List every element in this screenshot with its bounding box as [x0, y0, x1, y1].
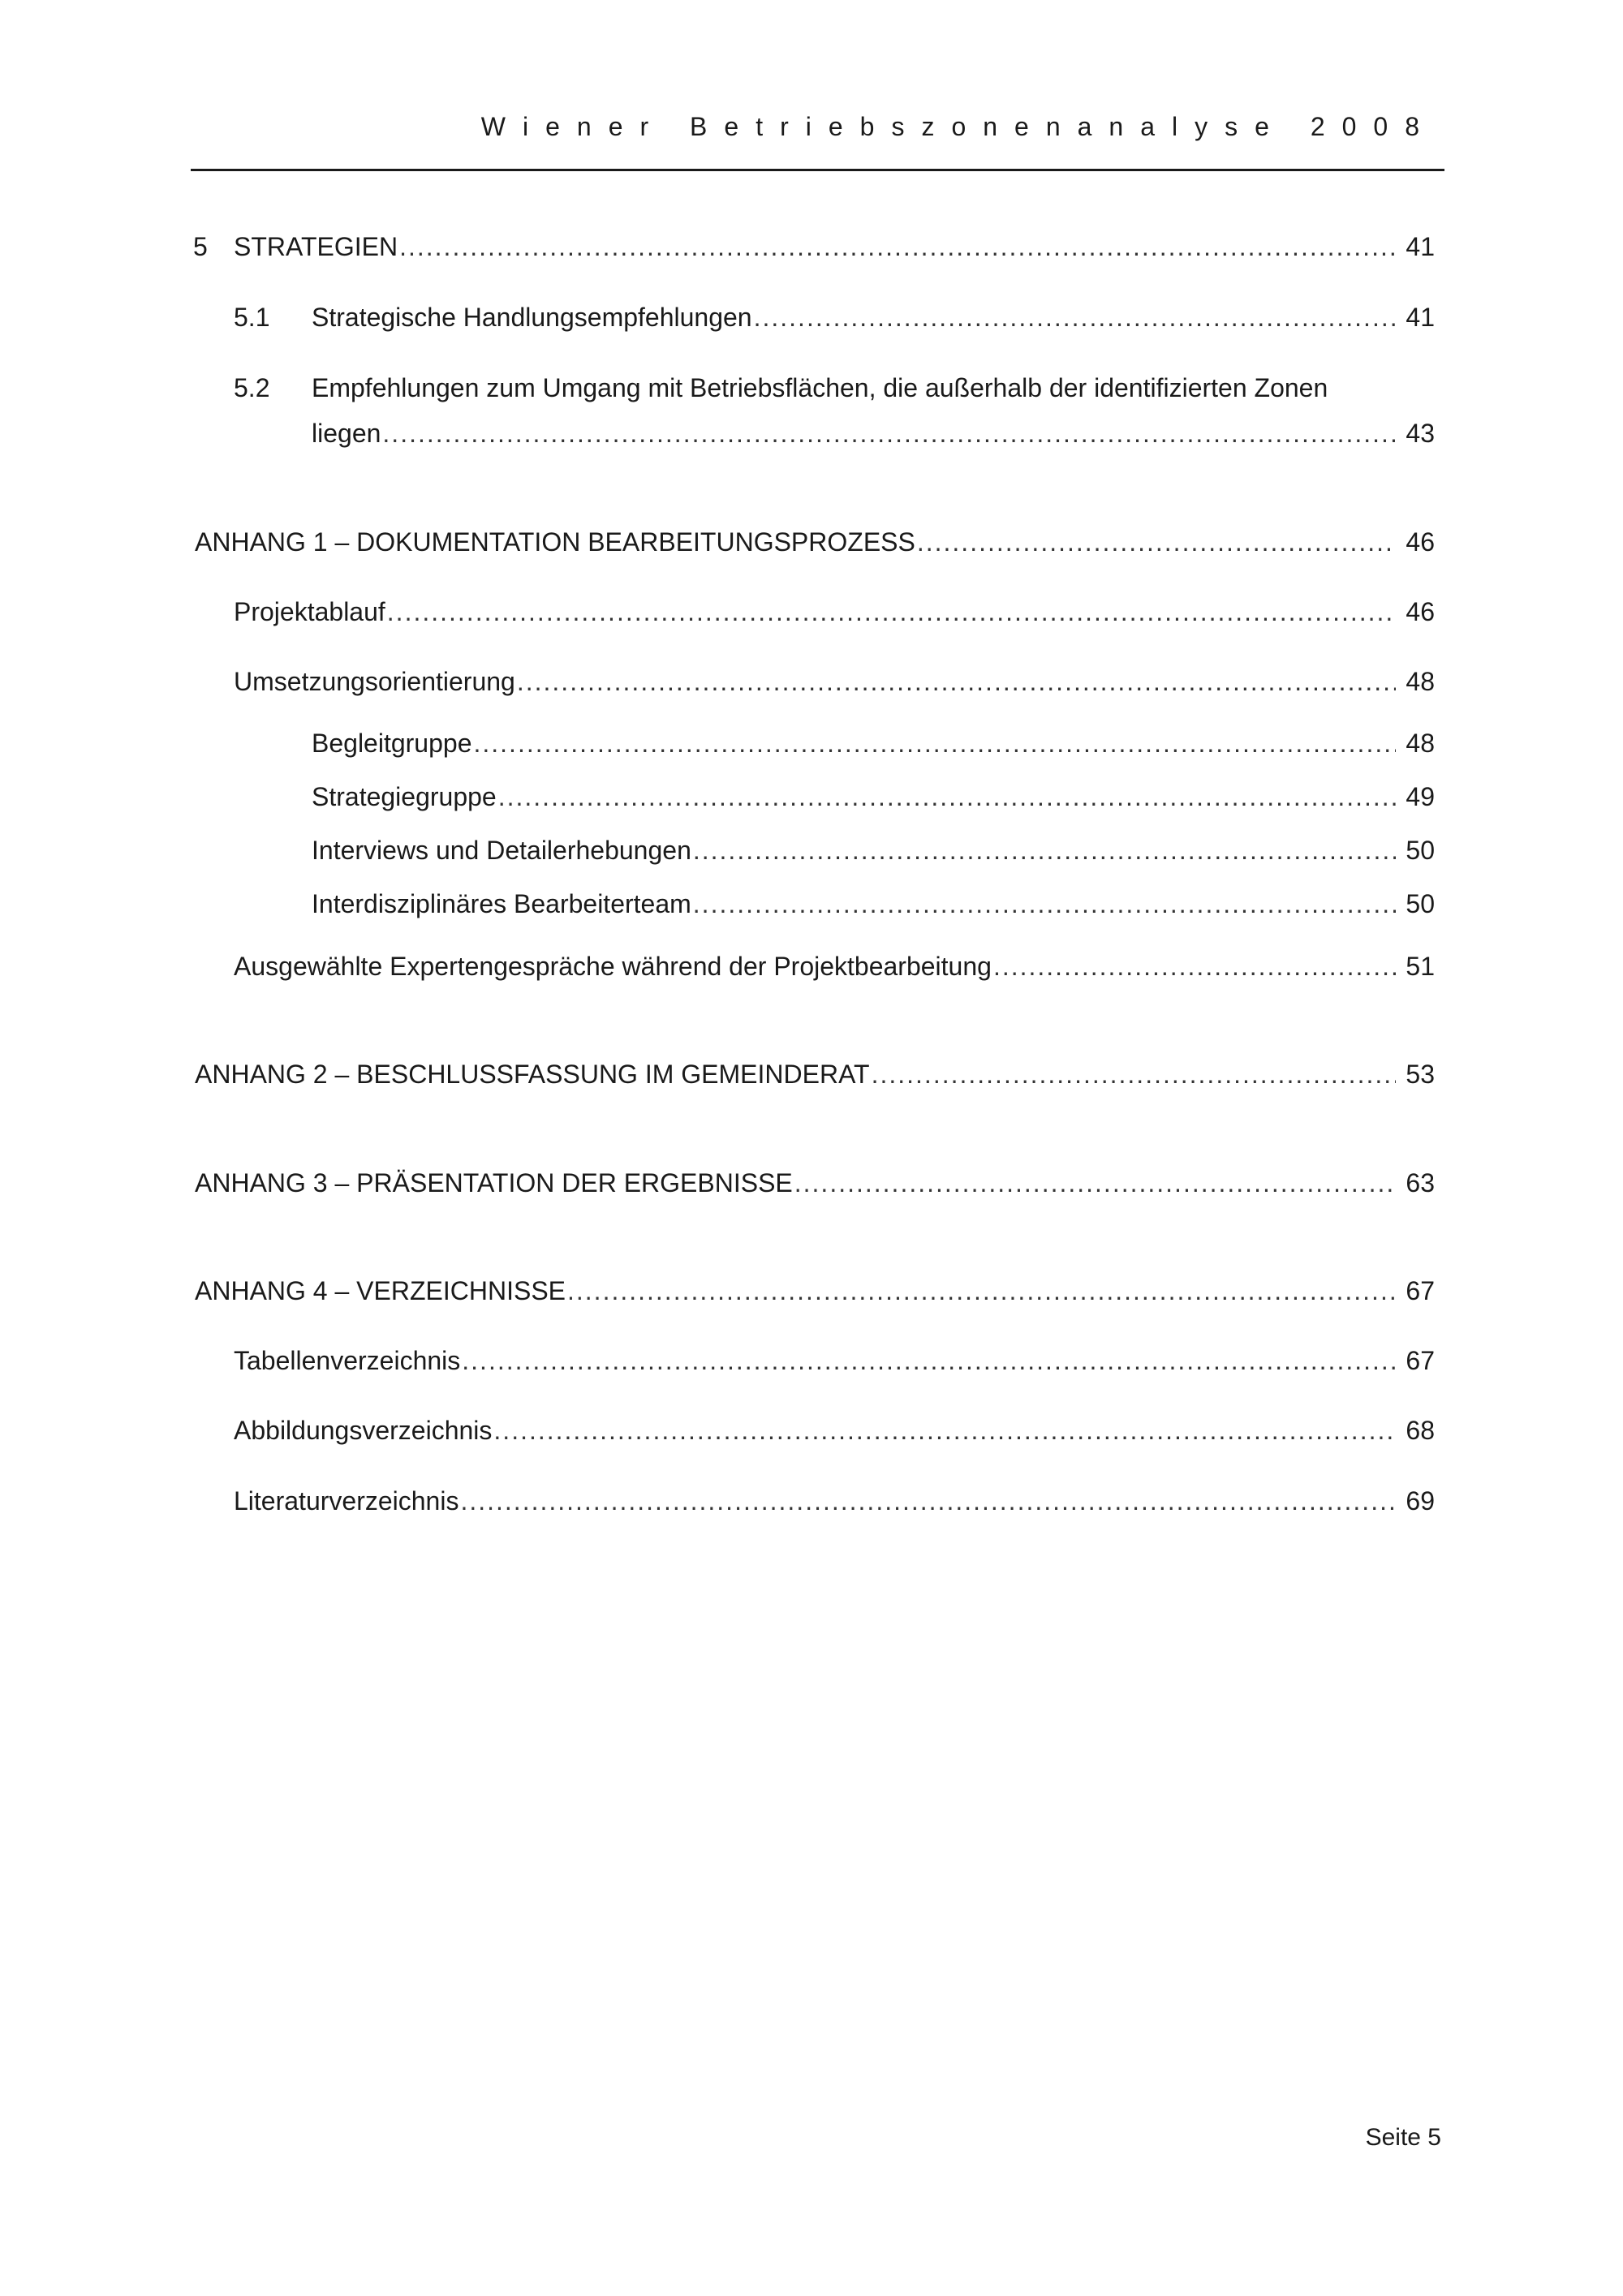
toc-leader-dots [794, 1167, 1396, 1199]
page-number-footer: Seite 5 [1365, 2124, 1441, 2151]
toc-leader-dots [387, 595, 1396, 628]
toc-leader-dots [754, 301, 1396, 333]
toc-entry-label: STRATEGIEN [234, 232, 398, 261]
toc-entry-page: 48 [1406, 667, 1435, 696]
toc-entry-page: 50 [1406, 889, 1435, 918]
toc-leader-dots [473, 727, 1396, 759]
toc-entry-page: 67 [1406, 1346, 1435, 1375]
toc-leader-dots [517, 665, 1396, 698]
toc-entry-page: 46 [1406, 527, 1435, 557]
toc-entry-page: 49 [1406, 782, 1435, 811]
toc-leader-dots [917, 526, 1396, 558]
toc-entry-page: 63 [1406, 1168, 1435, 1197]
toc-entry-label: Literaturverzeichnis [234, 1486, 459, 1516]
toc-entry-page: 50 [1406, 836, 1435, 865]
toc-entry-label: ANHANG 4 – VERZEICHNISSE [195, 1276, 566, 1305]
toc-entry-label: Interviews und Detailerhebungen [312, 836, 691, 865]
toc-entry-page: 51 [1406, 952, 1435, 981]
toc-entry-page: 69 [1406, 1486, 1435, 1516]
toc-leader-dots [693, 888, 1396, 920]
toc-leader-dots [693, 834, 1396, 866]
toc-entry-label: liegen [312, 419, 381, 448]
toc-entry-page: 43 [1406, 419, 1435, 448]
toc-entry-label: Ausgewählte Expertengespräche während der Projektbearbeitung [234, 952, 992, 981]
toc-leader-dots [567, 1275, 1396, 1307]
toc-entry-number: 5.1 [234, 303, 270, 332]
toc-leader-dots [462, 1344, 1396, 1377]
toc-entry-label: Strategiegruppe [312, 782, 497, 811]
toc-entry-number: 5.2 [234, 373, 270, 402]
toc-leader-dots [493, 1414, 1396, 1447]
toc-entry-page: 46 [1406, 597, 1435, 626]
toc-entry-page: 48 [1406, 729, 1435, 758]
toc-entry-page: 41 [1406, 303, 1435, 332]
toc-entry-label: Begleitgruppe [312, 729, 472, 758]
toc-leader-dots [872, 1058, 1396, 1090]
toc-entry-page: 68 [1406, 1416, 1435, 1445]
toc-entry-page: 53 [1406, 1060, 1435, 1089]
toc-entry-label: Abbildungsverzeichnis [234, 1416, 493, 1445]
toc-leader-dots [460, 1485, 1396, 1517]
toc-leader-dots [498, 780, 1396, 813]
toc-entry-label: Umsetzungsorientierung [234, 667, 515, 696]
toc-entry-label: ANHANG 2 – BESCHLUSSFASSUNG IM GEMEINDERAT [195, 1060, 870, 1089]
toc-entry-number: 5 [193, 232, 208, 261]
toc-entry-label: Projektablauf [234, 597, 385, 626]
toc-leader-dots [399, 230, 1396, 263]
toc-entry-label: ANHANG 3 – PRÄSENTATION DER ERGEBNISSE [195, 1168, 793, 1197]
toc-entry-page: 67 [1406, 1276, 1435, 1305]
toc-leader-dots [382, 417, 1396, 449]
toc-entry-label: Strategische Handlungsempfehlungen [312, 303, 752, 332]
toc-entry-label: Tabellenverzeichnis [234, 1346, 461, 1375]
toc-leader-dots [993, 950, 1396, 982]
running-header-title: Wiener Betriebszonenanalyse 2008 [480, 112, 1436, 141]
toc-entry-label-line1: Empfehlungen zum Umgang mit Betriebsflächen, die außerhalb der identifizierten Zonen [312, 373, 1328, 402]
toc-entry-label: ANHANG 1 – DOKUMENTATION BEARBEITUNGSPROZESS [195, 527, 915, 557]
toc-entry-label: Interdisziplinäres Bearbeiterteam [312, 889, 691, 918]
toc-entry-page: 41 [1406, 232, 1435, 261]
